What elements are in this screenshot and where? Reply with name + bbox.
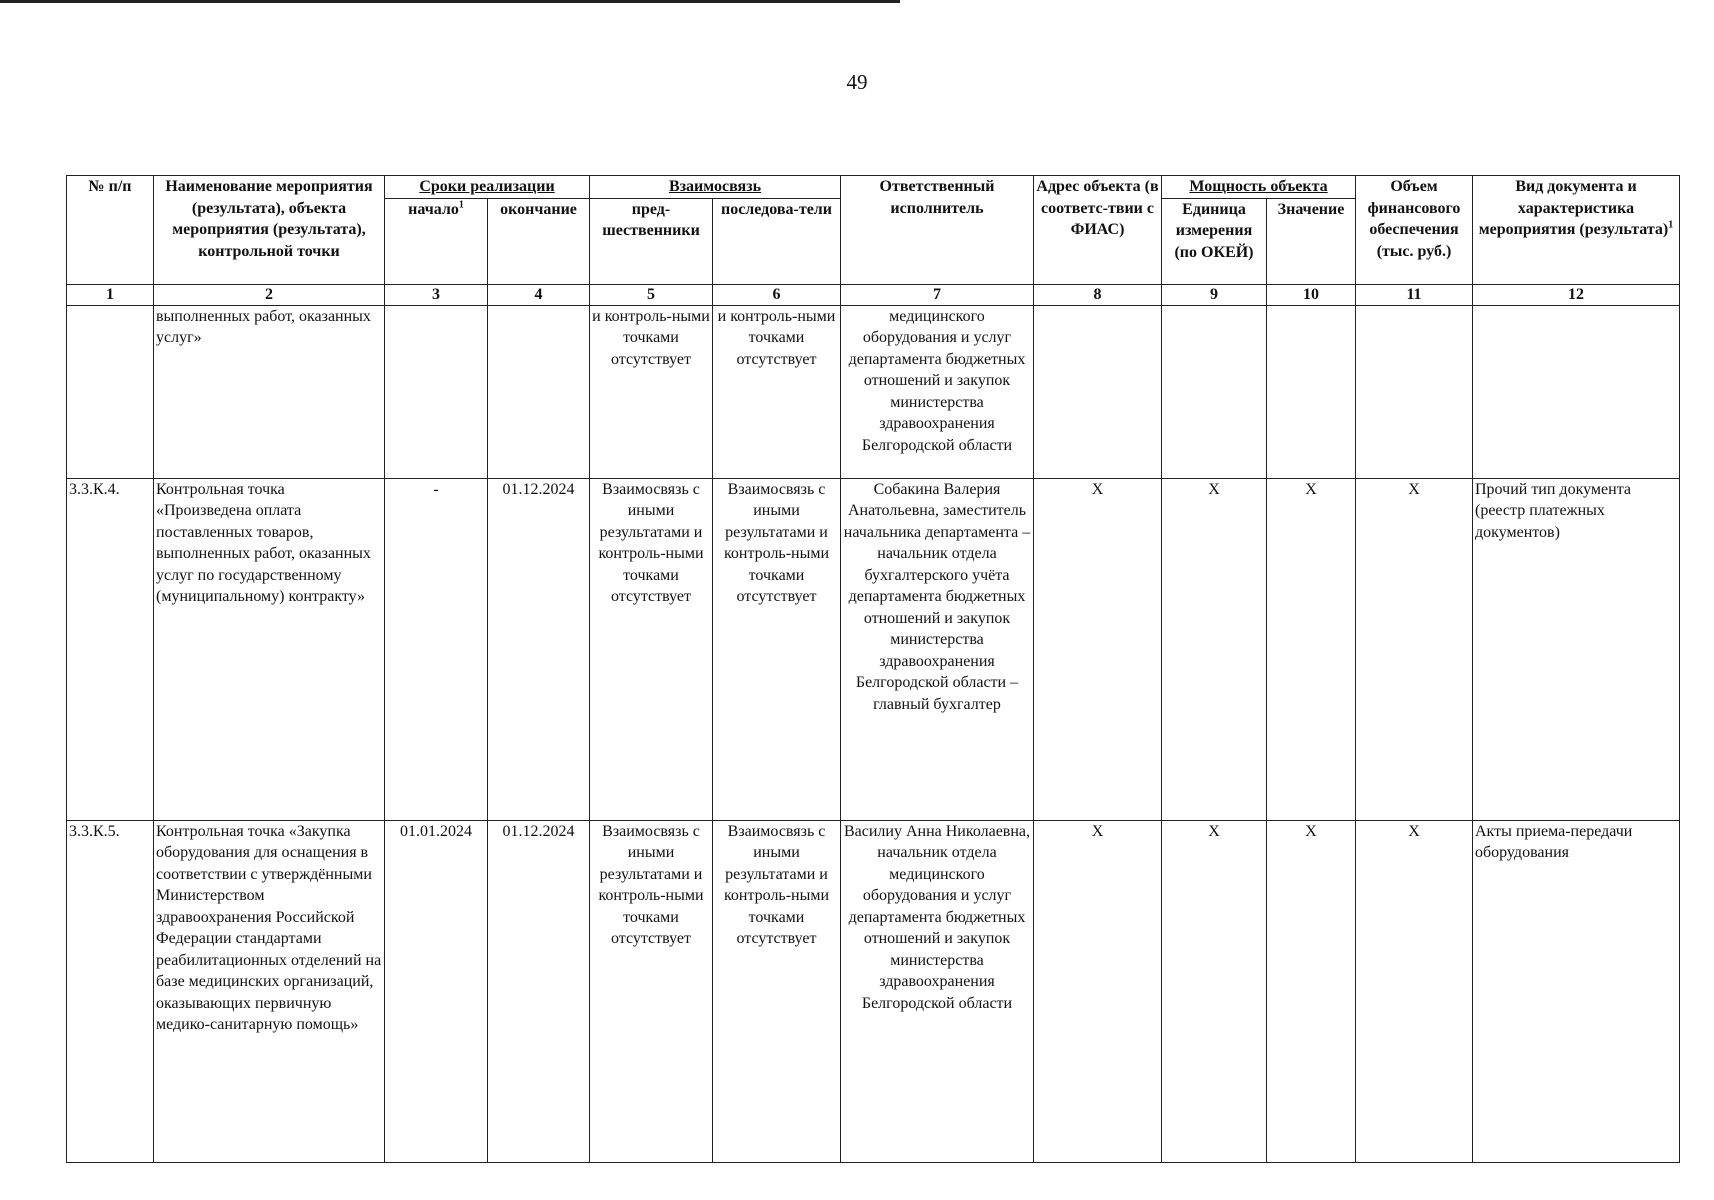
row-unit: X bbox=[1162, 478, 1267, 820]
col-number: 10 bbox=[1267, 284, 1356, 305]
row-name: Контрольная точка «Произведена оплата поставленных товаров, выполненных работ, оказанных услуг по государственному (муниципальному) контракту» bbox=[154, 478, 385, 820]
col-number: 8 bbox=[1034, 284, 1162, 305]
row-unit bbox=[1162, 305, 1267, 478]
header-otv: Ответственный исполнитель bbox=[841, 176, 1034, 285]
row-end: 01.12.2024 bbox=[488, 478, 590, 820]
row-finance: X bbox=[1356, 478, 1473, 820]
row-start bbox=[385, 305, 488, 478]
row-end bbox=[488, 305, 590, 478]
header-vid-footnote: 1 bbox=[1668, 219, 1674, 231]
row-predecessors: Взаимосвязь с иными результатами и контроль-ными точками отсутствует bbox=[590, 820, 713, 1162]
row-value: X bbox=[1267, 478, 1356, 820]
header-start-label: начало bbox=[408, 200, 459, 218]
row-unit: X bbox=[1162, 820, 1267, 1162]
header-name: Наименование мероприятия (результата), объекта мероприятия (результата), контрольной точки bbox=[154, 176, 385, 285]
header-number: № п/п bbox=[67, 176, 154, 285]
header-obem: Объем финансового обеспечения (тыс. руб.) bbox=[1356, 176, 1473, 285]
row-responsible: медицинского оборудования и услуг департамента бюджетных отношений и закупок министерства здравоохранения Белгородской области bbox=[841, 305, 1034, 478]
table-row bbox=[67, 305, 1680, 478]
row-successors: Взаимосвязь с иными результатами и контроль-ными точками отсутствует bbox=[713, 820, 841, 1162]
row-value: X bbox=[1267, 820, 1356, 1162]
row-document: Акты приема-передачи оборудования bbox=[1473, 820, 1680, 1162]
header-start-footnote: 1 bbox=[458, 199, 464, 211]
header-end: окончание bbox=[488, 198, 590, 284]
header-vzaim-label: Взаимосвязь bbox=[668, 178, 762, 195]
row-predecessors: Взаимосвязь с иными результатами и контроль-ными точками отсутствует bbox=[590, 478, 713, 820]
row-number: 3.3.К.5. bbox=[67, 820, 154, 1162]
header-vzaim bbox=[590, 176, 841, 199]
col-number: 7 bbox=[841, 284, 1034, 305]
col-number: 1 bbox=[67, 284, 154, 305]
col-number: 12 bbox=[1473, 284, 1680, 305]
row-predecessors: и контроль-ными точками отсутствует bbox=[590, 305, 713, 478]
row-number: 3.3.К.4. bbox=[67, 478, 154, 820]
row-document bbox=[1473, 305, 1680, 478]
table-row bbox=[67, 820, 1680, 1162]
row-start: 01.01.2024 bbox=[385, 820, 488, 1162]
col-number: 4 bbox=[488, 284, 590, 305]
header-sroki-label: Сроки реализации bbox=[419, 178, 555, 195]
header-pred: пред-шественники bbox=[590, 198, 713, 284]
scan-top-edge bbox=[0, 0, 900, 3]
col-number: 11 bbox=[1356, 284, 1473, 305]
row-successors: и контроль-ными точками отсутствует bbox=[713, 305, 841, 478]
header-moshch-label: Мощность объекта bbox=[1189, 178, 1328, 195]
row-finance bbox=[1356, 305, 1473, 478]
row-address: X bbox=[1034, 820, 1162, 1162]
header-ed: Единица измерения (по ОКЕЙ) bbox=[1162, 198, 1267, 284]
header-znach: Значение bbox=[1267, 198, 1356, 284]
col-number: 9 bbox=[1162, 284, 1267, 305]
header-sroki bbox=[385, 176, 590, 199]
col-number: 3 bbox=[385, 284, 488, 305]
table-row bbox=[67, 478, 1680, 820]
page-number: 49 bbox=[846, 70, 868, 94]
row-name: Контрольная точка «Закупка оборудования для оснащения в соответствии с утверждёнными Министерством здравоохранения Российской Федерации стандартами реабилитационных отделений на базе медицинских организаций, оказывающих первичную медико-санитарную помощь» bbox=[154, 820, 385, 1162]
header-posl: последова-тели bbox=[713, 198, 841, 284]
plan-table bbox=[66, 175, 1680, 1163]
header-vid-label: Вид документа и характеристика мероприятия (результата) bbox=[1478, 178, 1669, 238]
header-adres: Адрес объекта (в соответс-твии с ФИАС) bbox=[1034, 176, 1162, 285]
col-number: 5 bbox=[590, 284, 713, 305]
row-start: - bbox=[385, 478, 488, 820]
row-successors: Взаимосвязь с иными результатами и контроль-ными точками отсутствует bbox=[713, 478, 841, 820]
header-moshch bbox=[1162, 176, 1356, 199]
col-number: 6 bbox=[713, 284, 841, 305]
row-address: X bbox=[1034, 478, 1162, 820]
header-vid bbox=[1473, 176, 1680, 285]
row-end: 01.12.2024 bbox=[488, 820, 590, 1162]
row-value bbox=[1267, 305, 1356, 478]
row-responsible: Василиу Анна Николаевна, начальник отдела медицинского оборудования и услуг департамента бюджетных отношений и закупок министерства здравоохранения Белгородской области bbox=[841, 820, 1034, 1162]
row-name: выполненных работ, оказанных услуг» bbox=[154, 305, 385, 478]
row-responsible: Собакина Валерия Анатольевна, заместитель начальника департамента – начальник отдела бухгалтерского учёта департамента бюджетных отношений и закупок министерства здравоохранения Белгородской области – главный бухгалтер bbox=[841, 478, 1034, 820]
row-finance: X bbox=[1356, 820, 1473, 1162]
row-number bbox=[67, 305, 154, 478]
row-document: Прочий тип документа (реестр платежных документов) bbox=[1473, 478, 1680, 820]
row-address bbox=[1034, 305, 1162, 478]
col-number: 2 bbox=[154, 284, 385, 305]
header-start bbox=[385, 198, 488, 284]
